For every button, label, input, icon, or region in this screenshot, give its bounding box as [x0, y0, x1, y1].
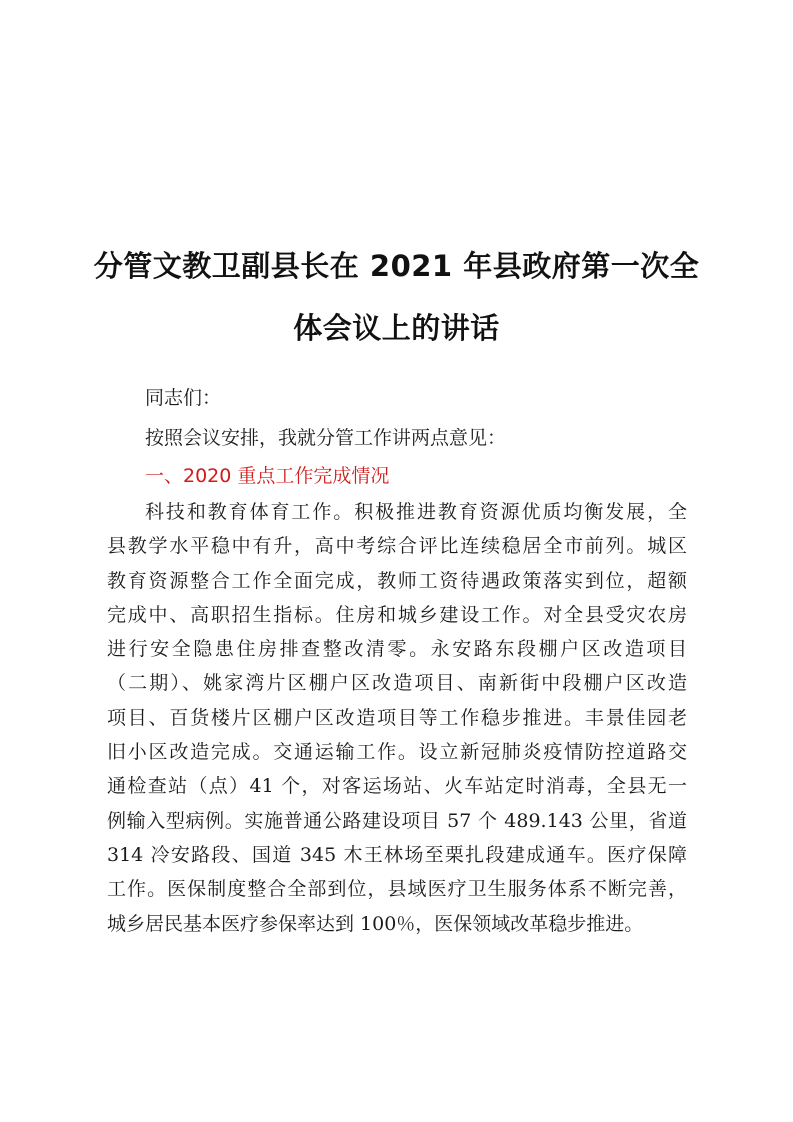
document-title-line-2: 体会议上的讲话: [293, 311, 500, 345]
paragraph-line: 旧小区改造完成。交通运输工作。设立新冠肺炎疫情防控道路交: [107, 741, 687, 764]
paragraph-line: 教育资源整合工作全面完成，教师工资待遇政策落实到位，超额: [107, 569, 687, 592]
section-heading: 一、2020 重点工作完成情况: [145, 465, 390, 487]
paragraph-line: 工作。医保制度整合全部到位，县域医疗卫生服务体系不断完善，: [107, 878, 687, 901]
paragraph-line: 科技和教育体育工作。积极推进教育资源优质均衡发展，全: [145, 501, 687, 523]
paragraph-line: 项目、百货楼片区棚户区改造项目等工作稳步推进。丰景佳园老: [107, 706, 687, 729]
paragraph-line: 例输入型病例。实施普通公路建设项目 57 个 489.143 公里，省道: [107, 809, 687, 832]
paragraph-line: 城乡居民基本医疗参保率达到 100％，医保领域改革稳步推进。: [107, 912, 644, 935]
paragraph-line: （二期）、姚家湾片区棚户区改造项目、南新街中段棚户区改造: [107, 672, 687, 695]
body-paragraph: [107, 495, 687, 941]
document-title-line-1: 分管文教卫副县长在 2021 年县政府第一次全: [93, 249, 700, 283]
paragraph-line: 进行安全隐患住房排查整改清零。永安路东段棚户区改造项目: [107, 638, 687, 661]
paragraph-line: 通检查站（点）41 个，对客运场站、火车站定时消毒，全县无一: [107, 775, 687, 798]
paragraph-line: 314 冷安路段、国道 345 木王林场至栗扎段建成通车。医疗保障: [107, 843, 687, 866]
paragraph-line: 完成中、高职招生指标。住房和城乡建设工作。对全县受灾农房: [107, 603, 687, 626]
salutation: 同志们：: [145, 387, 222, 409]
paragraph-line: 县教学水平稳中有升，高中考综合评比连续稳居全市前列。城区: [107, 535, 687, 558]
intro-text: 按照会议安排，我就分管工作讲两点意见：: [145, 427, 507, 449]
